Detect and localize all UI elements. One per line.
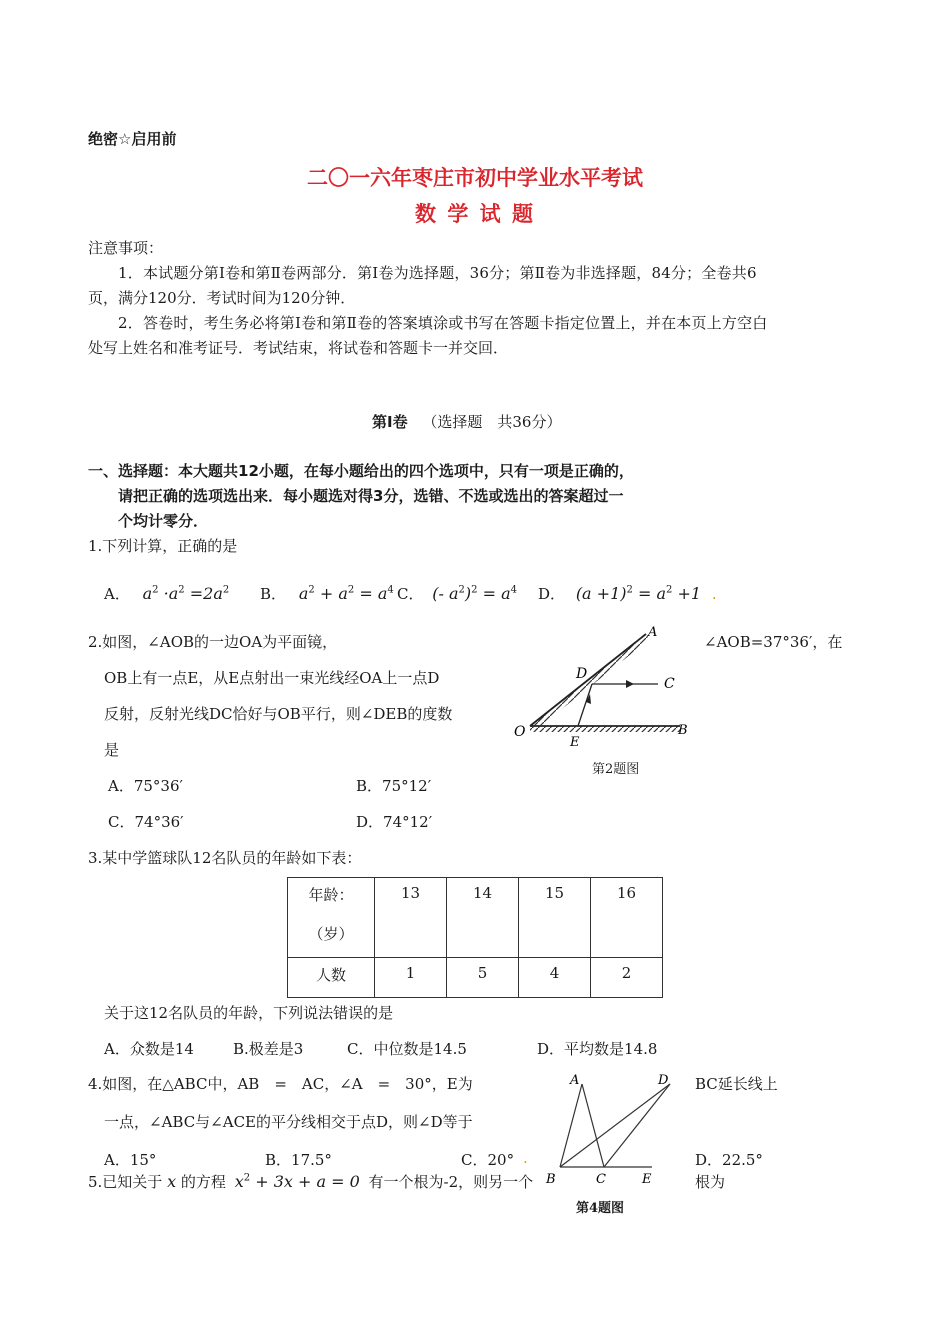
section1-line3: 个均计零分． [118, 512, 209, 530]
q5-stem-right: 根为 [695, 1173, 726, 1191]
q4-caption: 第4题图 [576, 1201, 625, 1216]
part1-detail: （选择题 共36分） [422, 413, 562, 431]
q3-option-d: D．平均数是14.8 [537, 1040, 658, 1058]
fig2-label-c: C [664, 676, 675, 692]
notice-heading: 注意事项： [88, 239, 164, 257]
q4-option-d: D．22.5° [695, 1151, 763, 1169]
fig2-label-b: B [678, 723, 688, 738]
fig2-label-e: E [570, 735, 580, 750]
table-cell: 4 [519, 958, 591, 998]
oa-mirror [530, 634, 646, 726]
fig2-label-o: O [514, 724, 526, 740]
q3-option-b: B.极差是3 [233, 1040, 304, 1058]
fig4-label-b: B [546, 1172, 556, 1187]
line-ab [560, 1084, 582, 1167]
q1-option-d: D． $(a +1)^2 = a^2 +1$ . [538, 584, 717, 603]
ob-hatch [530, 726, 680, 732]
q1-stem: 1.下列计算，正确的是 [88, 537, 238, 555]
q4-option-c: C．20° [461, 1151, 515, 1169]
q2-caption: 第2题图 [592, 762, 640, 777]
age-header: 年龄： [308, 886, 354, 904]
q2-line3: 反射，反射光线DC恰好与OB平行，则∠DEB的度数 [104, 705, 453, 723]
q2-option-b: B．75°12′ [356, 777, 432, 795]
oa-hatch [530, 634, 650, 731]
q1-option-d-label: D． [538, 585, 566, 603]
secret-label: 绝密☆启用前 [88, 130, 177, 148]
notice-item2-line1: 2．答卷时，考生务必将第Ⅰ卷和第Ⅱ卷的答案填涂或书写在答题卡指定位置上，并在本页上方空白 [118, 314, 768, 332]
q2-option-a: A．75°36′ [108, 777, 183, 795]
q1-option-c-label: C． [397, 585, 424, 603]
q5-stem-start: 5.已知关于 [88, 1173, 163, 1191]
q3-option-c: C．中位数是14.5 [347, 1040, 467, 1058]
notice-item1-line1: 1．本试题分第Ⅰ卷和第Ⅱ卷两部分．第Ⅰ卷为选择题，36分；第Ⅱ卷为非选择题，84分；全卷共6 [118, 264, 757, 282]
table-cell: 5 [447, 958, 519, 998]
line-cd [604, 1084, 670, 1167]
fig2-label-a: A [648, 625, 658, 640]
notice-item1-line2: 页，满分120分．考试时间为120分钟． [88, 289, 356, 307]
section1-line1: 一、选择题：本大题共12小题，在每小题给出的四个选项中，只有一项是正确的， [88, 462, 634, 480]
q3-option-a: A．众数是14 [104, 1040, 194, 1058]
table-cell-header [288, 878, 375, 958]
q2-figure [508, 620, 698, 750]
q5-stem-mid: 的方程 [180, 1173, 226, 1191]
part1-label: 第Ⅰ卷 [372, 413, 408, 431]
stray-dot: . [523, 1149, 528, 1167]
line-bd [560, 1084, 670, 1167]
q4-figure [542, 1070, 692, 1190]
q2-option-c: C．74°36′ [108, 813, 184, 831]
table-row [288, 878, 663, 958]
age-unit: （岁） [308, 925, 354, 943]
q1-option-b-label: B． [260, 585, 287, 603]
q3-stem: 3.某中学篮球队12名队员的年龄如下表： [88, 849, 362, 867]
q5-stem [88, 1171, 533, 1192]
fig2-label-d: D [576, 666, 588, 682]
exam-subtitle: 数 学 试 题 [415, 202, 535, 226]
table-cell-header: 人数 [288, 958, 375, 998]
part1-heading [372, 411, 561, 432]
q4-line1: 4.如图，在△ABC中，AB = AC，∠A = 30°，E为 [88, 1075, 473, 1093]
table-cell: 16 [591, 878, 663, 958]
fig4-label-d: D [658, 1073, 669, 1088]
q5-equation: $x^2 + 3x + a = 0$ [234, 1172, 360, 1191]
notice-item2-line2: 处写上姓名和准考证号．考试结束，将试卷和答题卡一并交回． [88, 339, 509, 357]
table-cell: 15 [519, 878, 591, 958]
q3-followup: 关于这12名队员的年龄，下列说法错误的是 [104, 1004, 394, 1022]
fig4-label-c: C [596, 1172, 606, 1187]
table-cell: 1 [375, 958, 447, 998]
table-row [288, 958, 663, 998]
q5-stem-end: 有一个根为-2，则另一个 [368, 1173, 534, 1191]
q2-line1-right: ∠AOB=37°36′，在 [704, 633, 843, 651]
q1-option-a-label: A． [104, 585, 130, 603]
table-cell: 13 [375, 878, 447, 958]
q4-line1-right: BC延长线上 [695, 1075, 778, 1093]
q1-option-a: A． $a^2 \cdot a^2 =2a^2$ [104, 584, 230, 603]
q2-line4: 是 [104, 741, 120, 759]
ray-dc-arrow [626, 680, 634, 688]
fig4-label-e: E [642, 1172, 652, 1187]
table-cell: 14 [447, 878, 519, 958]
age-table [287, 877, 663, 998]
fig4-label-a: A [570, 1073, 580, 1088]
q2-option-d: D．74°12′ [356, 813, 433, 831]
q4-option-a: A．15° [104, 1151, 157, 1169]
line-ac [582, 1084, 604, 1167]
table-cell: 2 [591, 958, 663, 998]
q2-line1: 2.如图，∠AOB的一边OA为平面镜， [88, 633, 338, 651]
exam-title: 二〇一六年枣庄市初中学业水平考试 [307, 166, 643, 190]
q2-line2: OB上有一点E，从E点射出一束光线经OA上一点D [104, 669, 440, 687]
section1-line2: 请把正确的选项选出来．每小题选对得3分，选错、不选或选出的答案超过一 [118, 487, 624, 505]
q1-option-b: B． $a^2 + a^2 = a^4$ [260, 584, 394, 603]
q4-line2: 一点，∠ABC与∠ACE的平分线相交于点D，则∠D等于 [104, 1113, 473, 1131]
q1-option-c: C． (- $a^2)^2 = a^4$ [397, 584, 518, 603]
q4-option-b: B．17.5° [265, 1151, 332, 1169]
q5-variable: x [167, 1172, 177, 1191]
